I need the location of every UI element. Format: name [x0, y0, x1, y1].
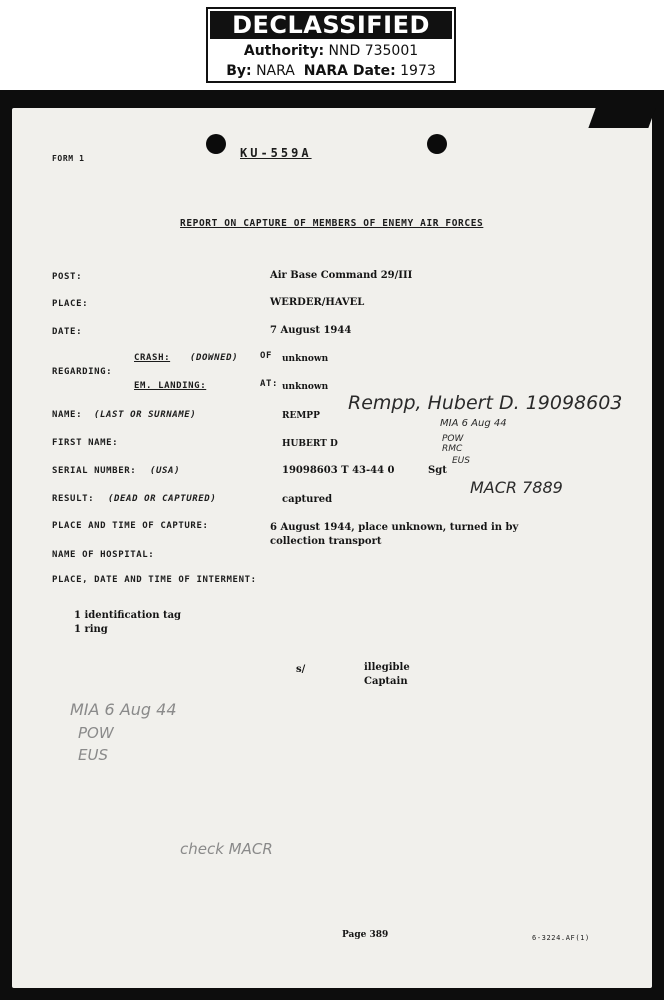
capture-value-line2: collection transport	[270, 536, 382, 547]
punch-hole-right	[427, 134, 447, 154]
post-value: Air Base Command 29/III	[270, 270, 413, 281]
pencil-check-macr-note: check MACR	[180, 840, 273, 858]
stamp-by	[208, 61, 454, 81]
document-title: REPORT ON CAPTURE OF MEMBERS OF ENEMY AIR FORCES	[180, 218, 484, 229]
form-code: 6-3224.AF(1)	[532, 934, 590, 942]
result-label: RESULT:	[52, 494, 95, 504]
file-code: KU-559A	[240, 146, 312, 160]
stamp-date-label: NARA Date:	[303, 63, 396, 79]
serial-label: SERIAL NUMBER:	[52, 466, 137, 476]
stamp-date-value: 1973	[400, 63, 436, 79]
serial-value: 19098603 T 43-44 0	[282, 465, 395, 476]
punch-hole-left	[206, 134, 226, 154]
handwritten-status-eus: EUS	[452, 456, 470, 466]
scanned-sheet	[0, 90, 664, 1000]
date-label: DATE:	[52, 327, 83, 337]
form-number-label: FORM 1	[52, 154, 85, 163]
signature-name: illegible	[364, 662, 410, 673]
stamp-authority	[208, 41, 454, 61]
serial-note: (USA)	[150, 466, 181, 476]
of-label: OF	[260, 351, 273, 361]
stamp-title: DECLASSIFIED	[210, 11, 452, 39]
handwritten-status-pow: POW	[442, 434, 464, 444]
regarding-label: REGARDING:	[52, 367, 113, 377]
pencil-pow-note: POW	[78, 724, 114, 742]
stamp-by-label: By:	[226, 63, 252, 79]
handwritten-status-rmc: RMC	[442, 444, 463, 454]
of-value: unknown	[282, 354, 329, 364]
pencil-mia-note: MIA 6 Aug 44	[70, 700, 177, 719]
torn-corner	[588, 108, 655, 128]
handwritten-status-mia: MIA 6 Aug 44	[440, 418, 507, 429]
handwritten-macr: MACR 7889	[470, 478, 563, 497]
first-name-label: FIRST NAME:	[52, 438, 119, 448]
at-value: unknown	[282, 382, 329, 392]
signature-prefix: s/	[296, 664, 306, 675]
serial-rank: Sgt	[428, 465, 447, 476]
place-value: WERDER/HAVEL	[270, 297, 365, 308]
declassified-stamp	[206, 7, 456, 83]
effects-item-2: 1 ring	[74, 624, 108, 635]
first-name-value: HUBERT D	[282, 439, 338, 449]
post-label: POST:	[52, 272, 83, 282]
crash-label: CRASH:	[134, 353, 171, 363]
signature-title: Captain	[364, 676, 408, 687]
interment-label: PLACE, DATE AND TIME OF INTERMENT:	[52, 575, 257, 585]
capture-label: PLACE AND TIME OF CAPTURE:	[52, 521, 209, 531]
date-value: 7 August 1944	[270, 325, 352, 336]
crash-note: (DOWNED)	[190, 353, 239, 363]
handwritten-name-line: Rempp, Hubert D. 19098603	[348, 392, 623, 414]
pencil-eus-note: EUS	[78, 746, 108, 764]
result-note: (DEAD OR CAPTURED)	[108, 494, 217, 504]
landing-label: EM. LANDING:	[134, 381, 207, 391]
hospital-label: NAME OF HOSPITAL:	[52, 550, 155, 560]
name-value: REMPP	[282, 411, 320, 421]
at-label: AT:	[260, 379, 279, 389]
stamp-authority-value: NND 735001	[328, 43, 419, 59]
name-note: (LAST OR SURNAME)	[94, 410, 197, 420]
stamp-by-value: NARA	[256, 63, 295, 79]
effects-item-1: 1 identification tag	[74, 610, 182, 621]
name-label: NAME:	[52, 410, 83, 420]
paper-page	[12, 108, 652, 988]
capture-value-line1: 6 August 1944, place unknown, turned in by	[270, 522, 519, 533]
stamp-authority-label: Authority:	[243, 43, 325, 59]
page-number: Page 389	[342, 930, 389, 940]
result-value: captured	[282, 494, 333, 505]
place-label: PLACE:	[52, 299, 89, 309]
